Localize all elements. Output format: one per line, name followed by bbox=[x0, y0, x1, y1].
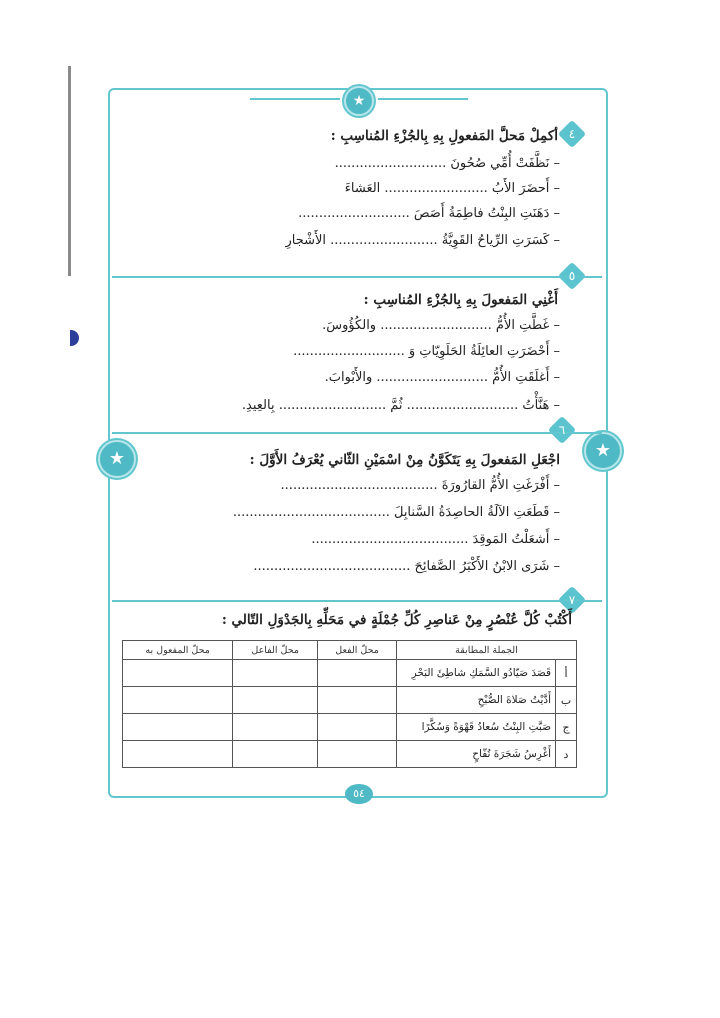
row-letter: أ bbox=[556, 660, 577, 687]
exercise-4-item: – كَسَرَتِ الرِّياحُ القَوِيَّةُ .......................... الأَشْجارِ bbox=[285, 233, 560, 248]
exercise-6-item: – قَطَعَتِ الآلَةُ الحاصِدَةُ السَّنابِلَ ...................................... bbox=[232, 505, 560, 520]
verb-answer-cell[interactable] bbox=[318, 714, 397, 741]
row-letter: ج bbox=[556, 714, 577, 741]
exercise-5-item: – غَطَّتِ الأُمُّ ........................... والكُؤُوسَ. bbox=[322, 318, 560, 333]
table-header-subject: محلّ الفاعل bbox=[233, 641, 318, 660]
exercise-4-instruction: أكمِلْ مَحلَّ المَفعولِ بِهِ بِالجُزْءِ المُناسِبِ : bbox=[330, 128, 558, 144]
object-answer-cell[interactable] bbox=[123, 741, 233, 768]
subject-answer-cell[interactable] bbox=[233, 687, 318, 714]
exercise-6-instruction: اجْعَلِ المَفعولَ بِهِ يَتَكَوَّنُ مِنْ اسْمَيْنِ الثّاني يُعْرَفُ الأَوَّلَ : bbox=[249, 452, 560, 468]
object-answer-cell[interactable] bbox=[123, 660, 233, 687]
exercise-5-item: – أَحْضَرَتِ العائِلَةُ الحَلَوِيّاتِ وَ ........................... bbox=[293, 344, 560, 359]
table-row bbox=[123, 714, 577, 741]
exercise-5-item: – أَغلَقَتِ الأُمُّ ........................... والأَبْوابَ. bbox=[324, 370, 560, 385]
row-letter: د bbox=[556, 741, 577, 768]
verb-answer-cell[interactable] bbox=[318, 741, 397, 768]
subject-answer-cell[interactable] bbox=[233, 714, 318, 741]
table-header-object: محلّ المفعول به bbox=[123, 641, 233, 660]
scan-edge-mark bbox=[70, 330, 79, 346]
verb-answer-cell[interactable] bbox=[318, 687, 397, 714]
divider-3 bbox=[112, 600, 602, 602]
exercise-4-item: – نَظَّفَتْ أُمِّي صُحُونَ ........................... bbox=[334, 156, 560, 171]
subject-answer-cell[interactable] bbox=[233, 741, 318, 768]
top-flourish-right bbox=[378, 98, 468, 100]
row-sentence: قَصَدَ صَيّادُو السَّمَكِ شاطِئَ البَحْرِ bbox=[397, 660, 556, 687]
exercise-number-badge-7: ٧ bbox=[562, 590, 582, 610]
table-header-verb: محلّ الفعل bbox=[318, 641, 397, 660]
exercise-number-badge-4: ٤ bbox=[562, 124, 582, 144]
table-row bbox=[123, 687, 577, 714]
exercise-7-instruction: أَكْتُبْ كُلَّ عُنْصُرٍ مِنْ عَناصِرِ كُلِّ جُمْلَةٍ في مَحَلِّهِ بِالجَدْوَلِ التّالي : bbox=[221, 612, 572, 628]
exercise-number-badge-5: ٥ bbox=[562, 266, 582, 286]
exercise-4-item: – دَهَنَتِ البِنْتُ فاطِمَةُ أَصَصَ ........................... bbox=[298, 206, 560, 221]
table-row bbox=[123, 741, 577, 768]
subject-answer-cell[interactable] bbox=[233, 660, 318, 687]
exercise-6-item: – أَفْرَغَتِ الأُمُّ القارُورَةَ ...................................... bbox=[280, 478, 560, 493]
right-medallion-star-icon: ★ bbox=[584, 432, 622, 470]
divider-1 bbox=[112, 276, 602, 278]
object-answer-cell[interactable] bbox=[123, 687, 233, 714]
top-medallion-star-icon: ★ bbox=[344, 86, 374, 116]
table-header-sentence: الجملة المطابقة bbox=[397, 641, 577, 660]
exercise-6-item: – شَرَى الابْنُ الأَكْبَرُ الصَّفائِحَ ...................................... bbox=[253, 559, 560, 574]
table-header-row bbox=[123, 641, 577, 660]
row-sentence: أَغْرِسُ شَجَرَةَ تُفّاحٍ bbox=[397, 741, 556, 768]
exercise-6-item: – أَشعَلْتُ المَوقِدَ ...................................... bbox=[311, 532, 560, 547]
exercise-5-instruction: أَغْنِي المَفعولَ بِهِ بِالجُزْءِ المُناسِبِ : bbox=[363, 292, 558, 308]
row-sentence: أَدَّيْتُ صَلاةَ الصُّبْحِ bbox=[397, 687, 556, 714]
scan-edge-line bbox=[68, 66, 71, 276]
exercise-number-badge-6: ٦ bbox=[552, 420, 572, 440]
top-flourish-left bbox=[250, 98, 340, 100]
table-row bbox=[123, 660, 577, 687]
row-letter: ب bbox=[556, 687, 577, 714]
divider-2 bbox=[112, 432, 602, 434]
object-answer-cell[interactable] bbox=[123, 714, 233, 741]
exercise-5-item: – هَنَّأْتُ ........................... ثُمَّ .......................... بِالعِيدِ. bbox=[241, 398, 560, 413]
left-medallion-star-icon: ★ bbox=[98, 440, 136, 478]
row-sentence: صَبَّتِ البِنْتُ سُعادُ قَهْوَةً وَسُكَّرًا bbox=[397, 714, 556, 741]
verb-answer-cell[interactable] bbox=[318, 660, 397, 687]
page-number: ٥٤ bbox=[345, 784, 373, 804]
exercise-4-item: – أَحضَرَ الأَبُ ......................... العَشاءَ bbox=[344, 181, 560, 196]
sentence-elements-table bbox=[122, 640, 577, 768]
